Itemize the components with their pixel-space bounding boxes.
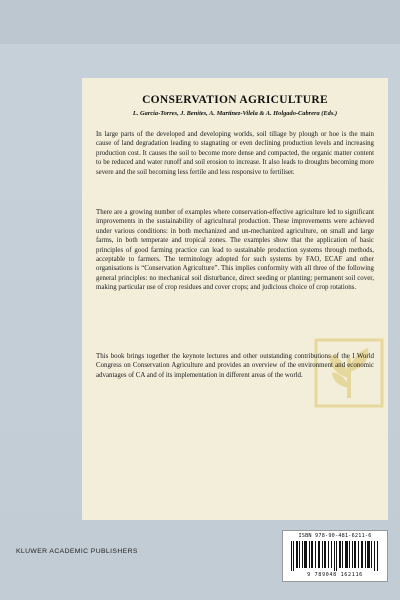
- barcode-icon: [291, 541, 379, 571]
- description-paragraph-3: This book brings together the keynote lectures and other outstanding contributions of the I World Congress on Conservation Agriculture and provides an overview of the environment and economic advantages of CA and of its implementation in different areas of the world.: [96, 353, 374, 379]
- barcode-box: [282, 530, 388, 582]
- barcode-number: 9 789048 162116: [307, 572, 363, 578]
- description-paragraph-2: There are a growing number of examples where conservation-effective agriculture led to significant improvements in the sustainability of agricultural production. These improvements were achieved under various conditions: in both mechanized and un-mechanized agriculture, on small and large farms, in both temperate and tropical zones. The examples show that the application of basic principles of good farming practice can lead to sustainable production systems through methods, acceptable to farmers. The terminology adopted for such systems by FAO, ECAF and other organisations is “Conservation Agriculture”. This implies conformity with all three of the following general principles: no mechanical soil disturbance, direct seeding or planting; permanent soil cover, making particular use of crop residues and cover crops; and judicious choice of crop rotations.: [96, 209, 374, 292]
- isbn-text: ISBN 978-90-481-6211-6: [298, 533, 372, 539]
- description-paragraph-1: In large parts of the developed and developing worlds, soil tillage by plough or hoe is the main cause of land degradation leading to stagnating or even declining production levels and increasing production cost. It causes the soil to become more dense and compacted, the organic matter content to be reduced and water runoff and soil erosion to increase. It also leads to droughts becoming more severe and the soil becoming less fertile and less responsive to fertiliser.: [96, 131, 374, 176]
- publisher-name: KLUWER ACADEMIC PUBLISHERS: [16, 548, 138, 555]
- top-band: [0, 0, 400, 44]
- book-editors: L. Garcia-Torres, J. Benites, A. Martinez-Vilela & A. Holgado-Cabrera (Eds.): [132, 110, 338, 117]
- book-title: CONSERVATION AGRICULTURE: [142, 94, 328, 106]
